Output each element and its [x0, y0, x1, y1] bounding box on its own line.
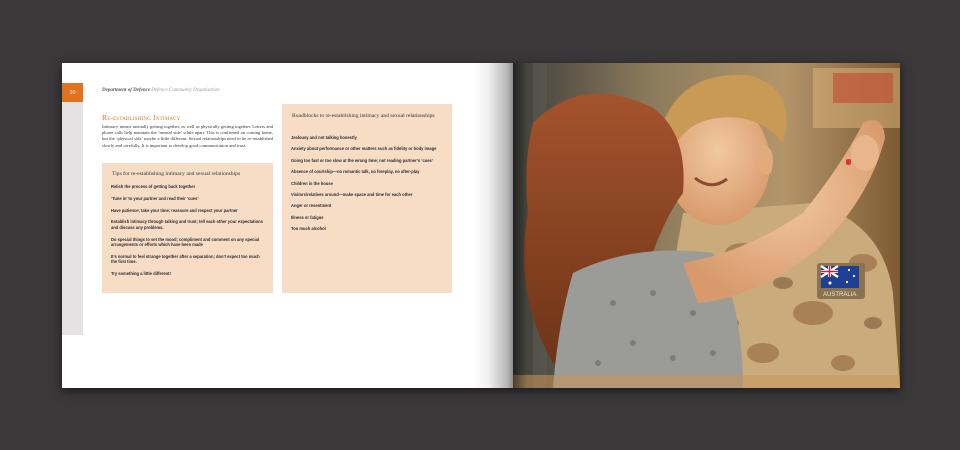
running-head — [102, 88, 220, 93]
background-poster — [833, 73, 893, 103]
list-item: Try something a little different! — [111, 271, 171, 276]
list-item: Illness or fatigue — [291, 214, 324, 220]
tips-panel-title: Tips for re-establishing intimacy and sexual relationships — [112, 171, 241, 177]
tips-panel — [102, 163, 273, 293]
section-body: Intimacy means mentally getting together, as well as physically getting together. Letters and phone calls help maintain the ‘mental side’ while apart. This is confirmed on coming home, but the ‘physical side’ maybe a little different. Sexual relationships need to be re-established slowly and carefully. It is important to develop good communication and trust. — [102, 124, 273, 148]
list-item: Establish intimacy through talking and trust; tell each other your expectations and discuss any problems. — [111, 219, 263, 230]
roadblocks-list — [291, 135, 446, 238]
list-item: Do special things to set the mood; compliment and comment on any special arrangements or efforts which have been made — [111, 236, 260, 247]
page-number: 10 — [62, 83, 83, 102]
embrace-photo — [513, 63, 900, 388]
list-item: ‘Tune in’ to your partner and read their ‘cues’ — [111, 195, 199, 201]
patch-text: AUSTRALIA — [823, 292, 857, 298]
list-item: Have patience; take your time; reassure and respect your partner — [111, 207, 238, 213]
right-page-gutter-shadow — [513, 63, 527, 388]
photo-bottom-band — [513, 375, 900, 388]
list-item: Anger or resentment — [291, 203, 332, 209]
tips-list — [111, 184, 266, 283]
roadblocks-panel — [282, 104, 452, 293]
margin-tab — [62, 102, 83, 335]
page-gutter-shadow — [472, 63, 513, 388]
woman-hand — [851, 135, 879, 171]
list-item: Going too fast or too slow at the wrong time; not reading partner’s ‘cues’ — [291, 157, 433, 163]
list-item: Jealousy and not talking honestly — [291, 135, 357, 140]
photo-page — [513, 63, 900, 388]
list-item: Relish the process of getting back together — [111, 184, 196, 189]
list-item: Visitors/relatives around—make space and time for each other — [291, 192, 413, 198]
running-head-organisation: Defence Community Organisation — [151, 88, 220, 93]
list-item: Absence of courtship—no romantic talk, no foreplay, no after-play — [291, 169, 420, 175]
left-page — [62, 63, 513, 388]
roadblocks-panel-title: Roadblocks to re-establishing intimacy and sexual relationships — [292, 113, 435, 119]
section-title: Re-establishing Intimacy — [102, 113, 181, 122]
list-item: It’s normal to feel strange together after a separation; don’t expect too much the first time. — [111, 253, 260, 265]
running-head-department: Department of Defence — [102, 88, 151, 93]
list-item: Anxiety about performance or other matters such as fidelity or body image — [291, 146, 437, 152]
list-item: Too much alcohol — [291, 226, 326, 232]
booklet-spread — [62, 63, 900, 388]
list-item: Children in the house — [291, 180, 333, 186]
woman-nail — [846, 159, 851, 165]
